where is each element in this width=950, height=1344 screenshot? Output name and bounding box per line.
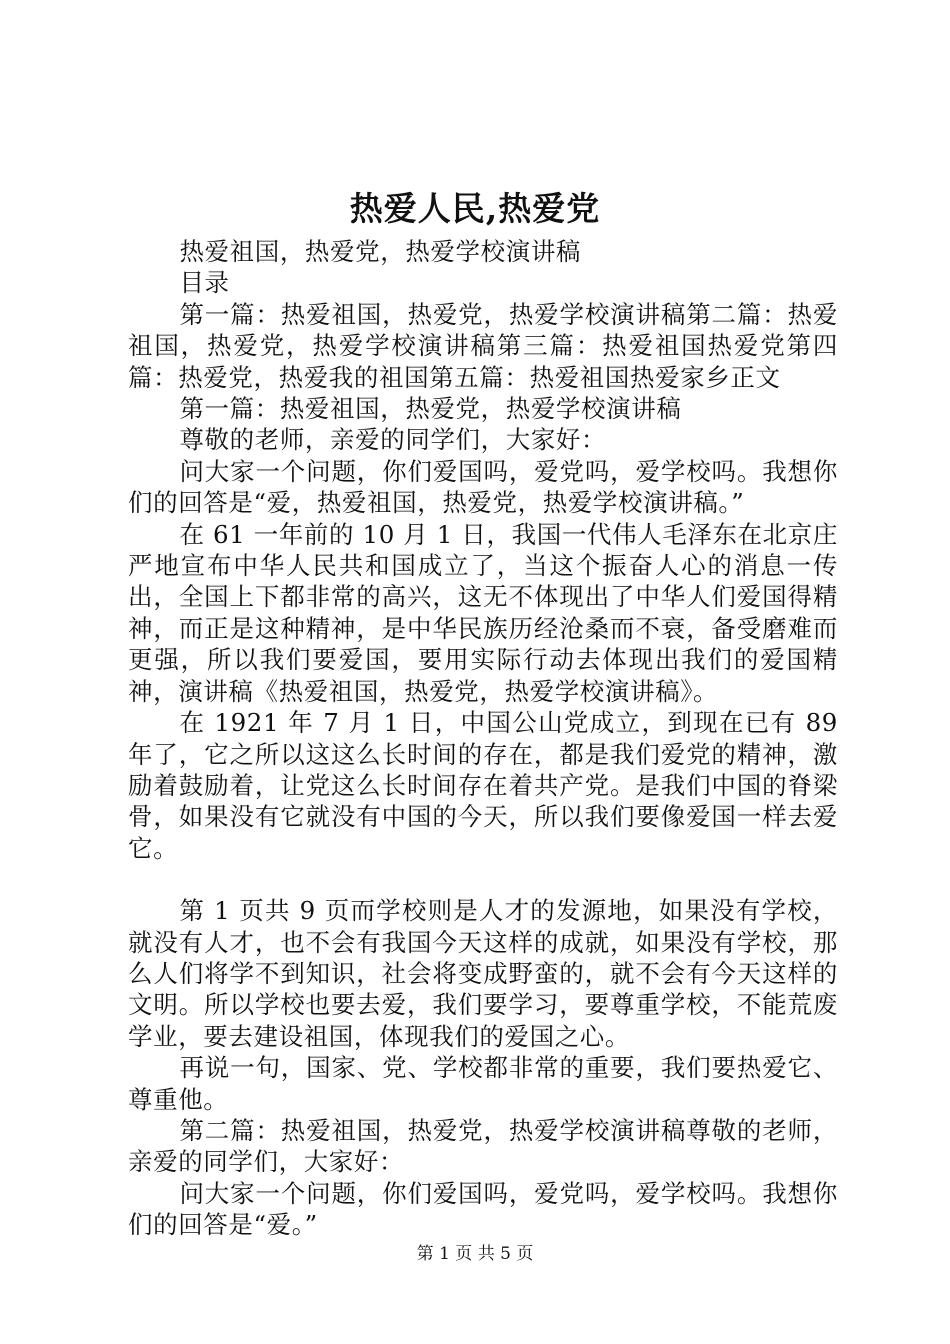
paragraph-heading: 热爱祖国，热爱党，热爱学校演讲稿 [179, 237, 582, 266]
paragraph-party: 在 1921 年 7 月 1 日，中国公山党成立，到现在已有 89 年了，它之所以这这么长时间的存在，都是我们爱党的精神，激励着鼓励着，让党这么长时间存在着共产党。是我们中国的脊梁骨，如果没有它就没有中国的今天，所以我们要像爱国一样去爱它。 [128, 708, 838, 863]
paragraph-conclusion: 再说一句，国家、党、学校都非常的重要，我们要热爱它、尊重他。 [128, 1053, 838, 1114]
paragraph-greeting: 尊敬的老师，亲爱的同学们，大家好： [179, 425, 607, 455]
document-body [128, 236, 838, 1241]
paragraph-national-day: 在 61 一年前的 10 月 1 日，我国一代伟人毛泽东在北京庄严地宣布中华人民共和国成立了，当这个振奋人心的消息一传出，全国上下都非常的高兴，这无不体现出了中华人们爱国得精神，而正是这种精神，是中华民族历经沧桑而不衰，备受磨难而更强，所以我们要爱国，要用实际行动去体现出我们的爱国精神，演讲稿《热爱祖国，热爱党，热爱学校演讲稿》。 [128, 519, 838, 706]
paragraph-school: 第 1 页共 9 页而学校则是人才的发源地，如果没有学校，就没有人才，也不会有我国今天这样的成就，如果没有学校，那么人们将学不到知识，社会将变成野蛮的，就不会有今天这样的文明。所以学校也要去爱，我们要学习，要尊重学校，不能荒废学业，要去建设祖国，体现我们的爱国之心。 [128, 896, 838, 1051]
paragraph-section-title: 第一篇：热爱祖国，热爱党，热爱学校演讲稿 [179, 394, 682, 424]
paragraph-toc: 第一篇：热爱祖国，热爱党，热爱学校演讲稿第二篇：热爱祖国，热爱党，热爱学校演讲稿第三篇：热爱祖国热爱党第四篇：热爱党，热爱我的祖国第五篇：热爱祖国热爱家乡正文 [128, 299, 838, 392]
page-footer: 第 1 页 共 5 页 [416, 1244, 534, 1264]
document-title: 热爱人民,热爱党 [349, 189, 601, 228]
paragraph-second-question: 问大家一个问题，你们爱国吗，爱党吗，爱学校吗。我想你们的回答是“爱。” [128, 1178, 838, 1240]
paragraph-second-section: 第二篇：热爱祖国，热爱党，热爱学校演讲稿尊敬的老师，亲爱的同学们，大家好： [128, 1115, 838, 1177]
paragraph-question: 问大家一个问题，你们爱国吗，爱党吗，爱学校吗。我想你们的回答是“爱，热爱祖国，热爱党，热爱学校演讲稿。” [128, 456, 838, 518]
paragraph-toc-label: 目录 [179, 268, 230, 298]
